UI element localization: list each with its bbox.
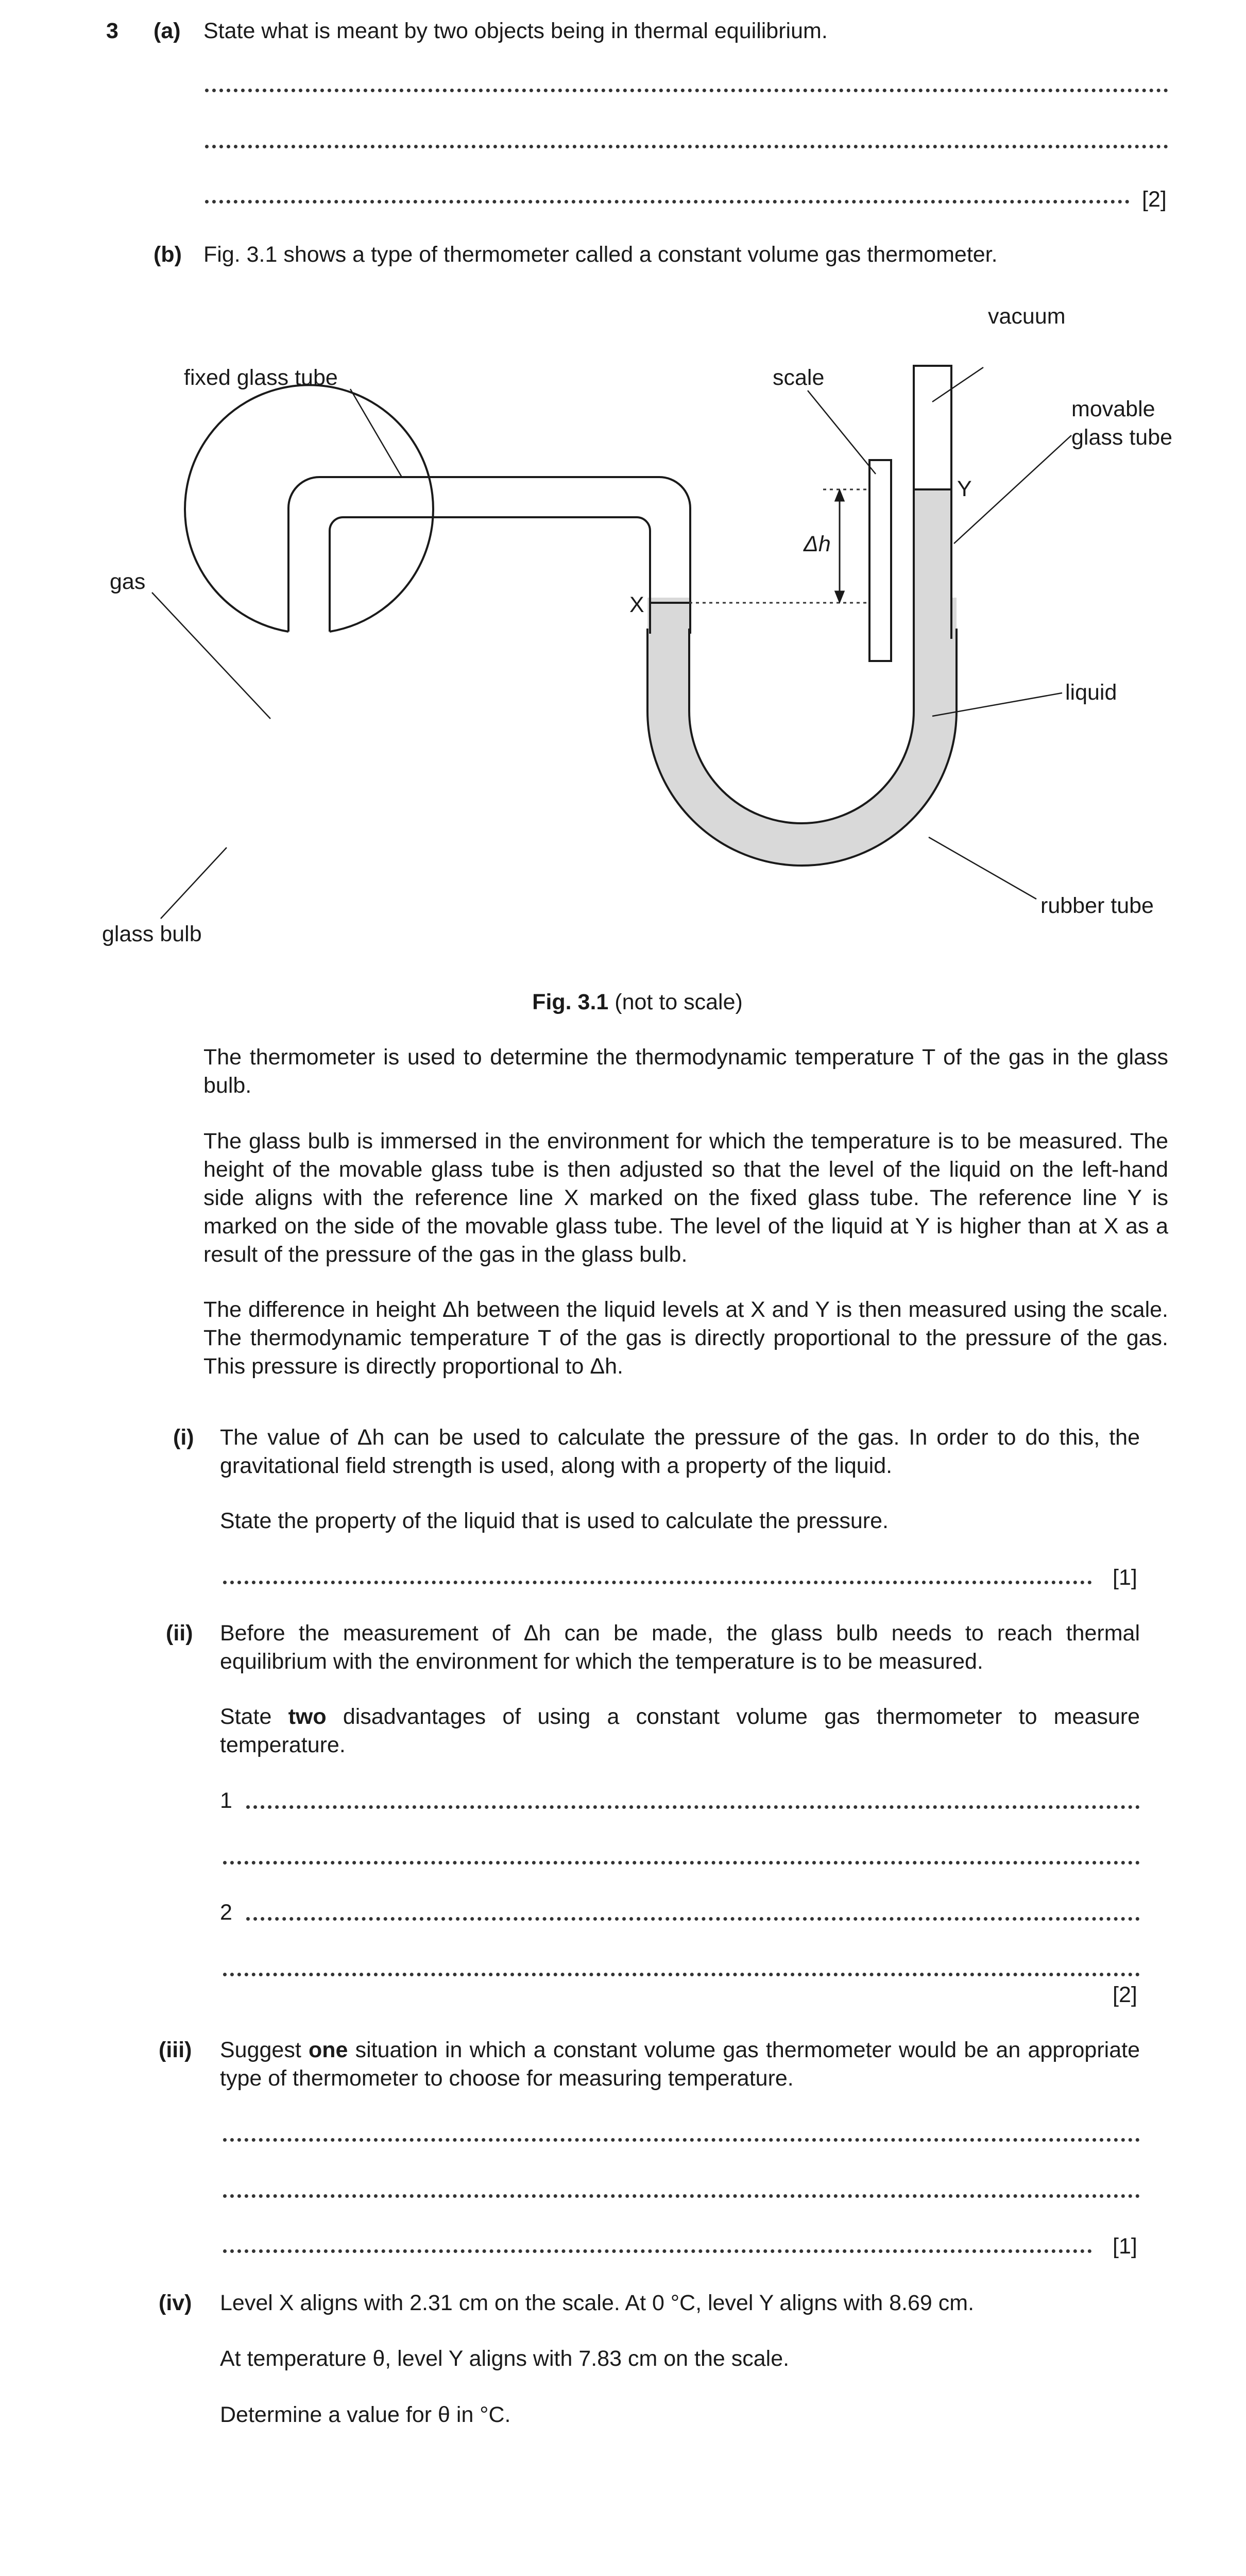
part-ii-text: Before the measurement of Δh can be made, the glass bulb needs to reach thermal equilibrium with the environment for which the temperature is to be measured. bbox=[220, 1621, 1140, 1674]
part-ii-item-2: 2 bbox=[220, 1900, 232, 1925]
vacuum-leader bbox=[932, 367, 983, 402]
part-ii-item-1: 1 bbox=[220, 1788, 232, 1813]
part-iii-prompt bbox=[220, 2036, 1140, 2093]
part-iii-prompt-pre: Suggest bbox=[220, 2038, 309, 2062]
paragraph-3: The difference in height Δh between the liquid levels at X and Y is then measured using the scale. The thermodynamic temperature T of the gas is directly proportional to the pressure of the gas. This pressure is directly proportional to Δh. bbox=[203, 1297, 1168, 1379]
paragraph-2: The glass bulb is immersed in the environment for which the temperature is to be measured. The height of the movable glass tube is then adjusted so that the level of the liquid on the left-hand side aligns with the reference line X marked on the fixed glass tube. The reference line Y is marked on the side of the movable glass tube. The level of the liquid at Y is higher than at X as a result of the pressure of the gas in the glass bulb. bbox=[203, 1129, 1168, 1267]
part-ii-prompt bbox=[220, 1703, 1140, 1759]
question-number: 3 bbox=[106, 19, 118, 43]
label-scale: scale bbox=[773, 365, 825, 390]
label-delta-h: Δh bbox=[804, 532, 831, 556]
liquid-fill bbox=[647, 489, 957, 866]
part-iii-mark: [1] bbox=[1113, 2234, 1137, 2259]
gas-leader bbox=[152, 592, 270, 719]
part-ii-label: (ii) bbox=[166, 1621, 193, 1646]
answer-line-ii-2b[interactable] bbox=[223, 1973, 1140, 1976]
fixed-glass-tube-leader bbox=[350, 389, 402, 477]
part-iii-label: (iii) bbox=[159, 2038, 192, 2062]
part-a-mark: [2] bbox=[1142, 187, 1167, 212]
rubber-tube-leader bbox=[929, 837, 1036, 899]
part-i-text: The value of Δh can be used to calculate the pressure of the gas. In order to do this, the gravitational field strength is used, along with a property of the liquid. bbox=[220, 1425, 1140, 1478]
label-movable-2: glass tube bbox=[1071, 425, 1173, 450]
answer-line-iii-2[interactable] bbox=[223, 2194, 1140, 2198]
label-glass-bulb: glass bulb bbox=[102, 922, 202, 946]
answer-line-ii-2a[interactable] bbox=[246, 1917, 1140, 1921]
part-b-intro: Fig. 3.1 shows a type of thermometer called a constant volume gas thermometer. bbox=[203, 242, 998, 267]
part-a-label: (a) bbox=[153, 19, 181, 43]
scale-bar bbox=[869, 460, 891, 661]
part-iv-line-2: At temperature θ, level Y aligns with 7.83 cm on the scale. bbox=[220, 2346, 790, 2371]
paragraph-1: The thermometer is used to determine the thermodynamic temperature T of the gas in the glass bulb. bbox=[203, 1045, 1168, 1098]
fixed-glass-tube-inner bbox=[330, 517, 650, 634]
figure-caption-note: (not to scale) bbox=[608, 990, 743, 1014]
label-rubber-tube: rubber tube bbox=[1040, 893, 1154, 918]
label-gas: gas bbox=[110, 569, 146, 594]
part-iv-label: (iv) bbox=[159, 2291, 192, 2315]
figure-caption-number: Fig. 3.1 bbox=[532, 990, 609, 1014]
part-b-label: (b) bbox=[153, 242, 182, 267]
label-y: Y bbox=[957, 477, 972, 501]
label-vacuum: vacuum bbox=[988, 304, 1066, 329]
answer-line-ii-1b[interactable] bbox=[223, 1861, 1140, 1865]
label-liquid: liquid bbox=[1065, 680, 1117, 705]
part-i-prompt: State the property of the liquid that is used to calculate the pressure. bbox=[220, 1509, 889, 1533]
part-i-label: (i) bbox=[173, 1425, 194, 1450]
label-fixed-glass-tube: fixed glass tube bbox=[184, 365, 338, 390]
answer-line-i[interactable] bbox=[223, 1581, 1092, 1584]
answer-line-iii-1[interactable] bbox=[223, 2138, 1140, 2142]
label-x: X bbox=[629, 592, 644, 617]
figure-caption bbox=[0, 988, 1246, 1016]
thermometer-diagram bbox=[0, 0, 1246, 979]
glass-bulb bbox=[185, 385, 433, 632]
liquid-left-arm bbox=[650, 603, 689, 613]
part-iii-prompt-post: situation in which a constant volume gas thermometer would be an appropriate type of thermometer to choose for measuring temperature. bbox=[220, 2038, 1140, 2091]
liquid-movable-tube bbox=[914, 489, 951, 603]
part-iii-prompt-bold: one bbox=[308, 2038, 348, 2062]
delta-h-arrowhead-bottom bbox=[835, 591, 844, 602]
scale-leader bbox=[808, 391, 876, 474]
glass-bulb-leader bbox=[161, 848, 227, 919]
part-ii-prompt-post: disadvantages of using a constant volume gas thermometer to measure temperature. bbox=[220, 1704, 1140, 1757]
part-ii-prompt-pre: State bbox=[220, 1704, 288, 1729]
part-ii-prompt-bold: two bbox=[288, 1704, 327, 1729]
answer-line-ii-1a[interactable] bbox=[246, 1805, 1140, 1809]
part-iv-line-3: Determine a value for θ in °C. bbox=[220, 2402, 511, 2427]
answer-line-iii-3[interactable] bbox=[223, 2249, 1092, 2253]
part-i-mark: [1] bbox=[1113, 1565, 1137, 1590]
part-iv-line-1: Level X aligns with 2.31 cm on the scale. At 0 °C, level Y aligns with 8.69 cm. bbox=[220, 2291, 975, 2315]
delta-h-arrowhead-top bbox=[835, 490, 844, 501]
part-ii-mark: [2] bbox=[1113, 1982, 1137, 2007]
label-movable-1: movable bbox=[1071, 397, 1155, 421]
part-a-text: State what is meant by two objects being in thermal equilibrium. bbox=[203, 19, 828, 43]
